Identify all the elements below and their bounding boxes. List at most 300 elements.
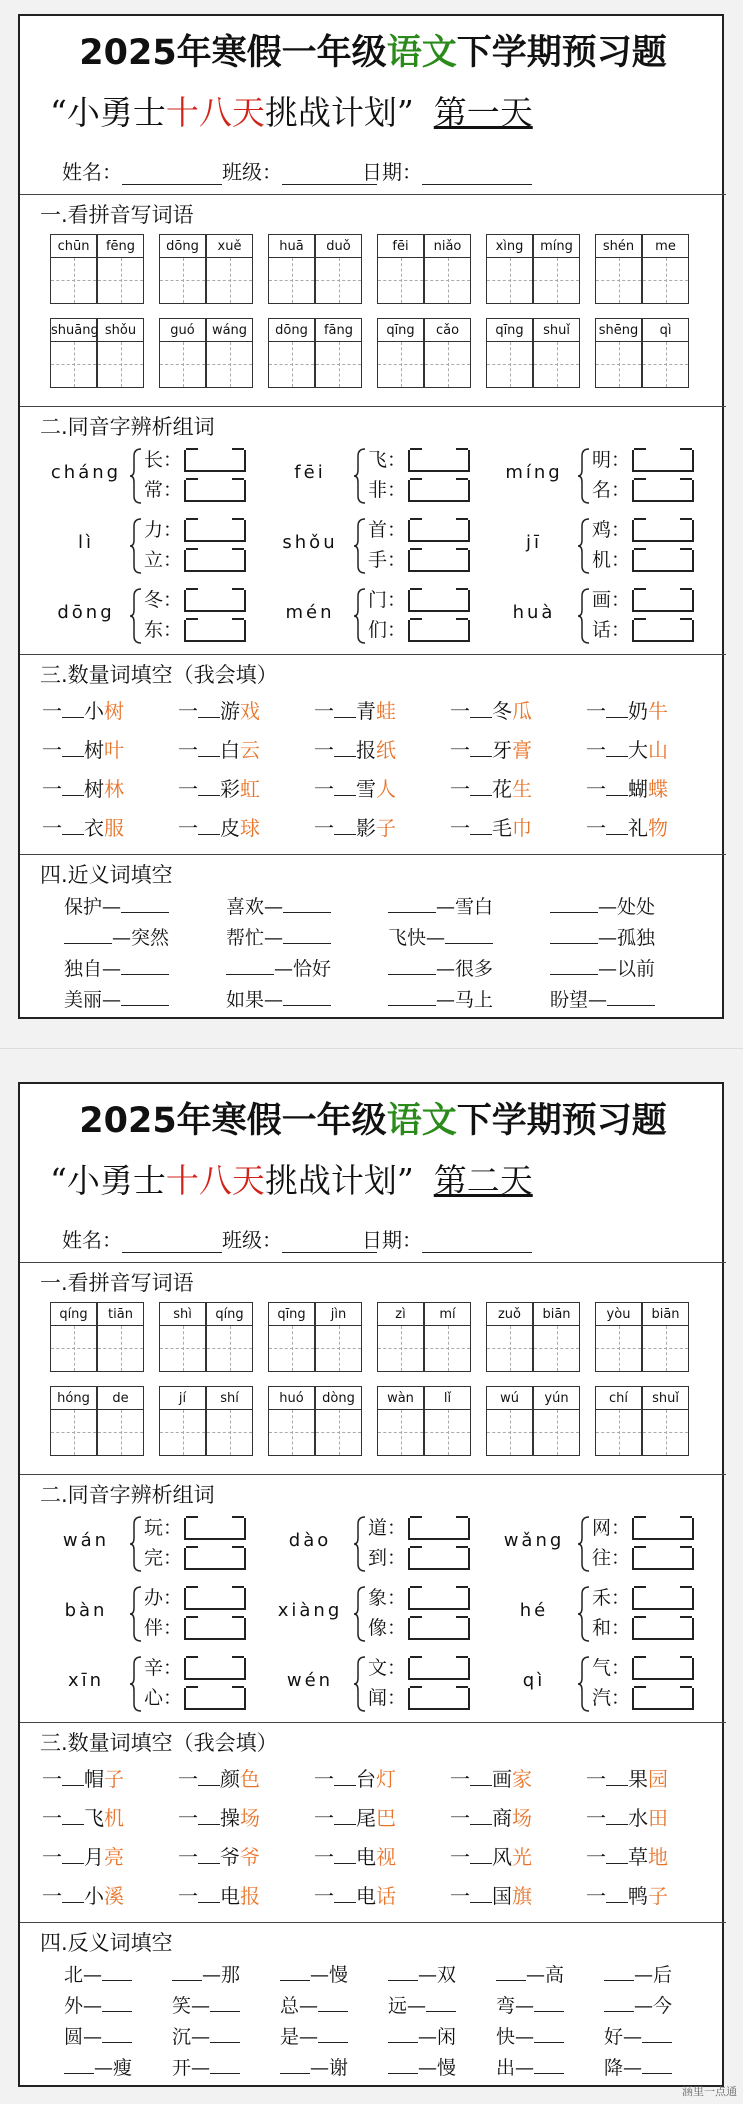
answer-bracket[interactable] — [632, 550, 694, 572]
noun-part: 树 — [84, 777, 104, 801]
answer-blank[interactable] — [121, 893, 169, 913]
tianzige-cell[interactable] — [533, 1326, 580, 1372]
measure-word-item — [42, 735, 182, 765]
measure-word-blank[interactable] — [606, 776, 628, 796]
brace-icon — [578, 448, 590, 504]
answer-blank[interactable] — [318, 1992, 348, 2012]
measure-word-blank[interactable] — [606, 737, 628, 757]
answer-bracket[interactable] — [408, 480, 470, 502]
pinyin-writing-box — [268, 1386, 362, 1456]
answer-blank[interactable] — [604, 1992, 634, 2012]
tianzige-cell[interactable] — [377, 1410, 424, 1456]
measure-word-blank[interactable] — [470, 1805, 492, 1825]
tianzige-cell[interactable] — [486, 1410, 533, 1456]
tianzige-cell[interactable] — [268, 258, 315, 304]
measure-word-blank[interactable] — [334, 1805, 356, 1825]
tianzige-cell[interactable] — [315, 258, 362, 304]
answer-bracket[interactable] — [632, 480, 694, 502]
homophone-group — [42, 584, 262, 646]
answer-blank[interactable] — [64, 2054, 94, 2074]
measure-word-blank[interactable] — [62, 776, 84, 796]
answer-blank[interactable] — [283, 986, 331, 1006]
homophone-char: 道： — [368, 1517, 407, 1539]
pinyin-syllable: hóng — [50, 1386, 97, 1410]
homophone-row — [368, 446, 470, 474]
answer-blank[interactable] — [426, 1992, 456, 2012]
answer-bracket[interactable] — [408, 520, 470, 542]
pinyin-syllable: dòng — [315, 1386, 362, 1410]
brace-icon — [130, 1656, 142, 1712]
tianzige-cell[interactable] — [424, 342, 471, 388]
word-pair-item — [604, 1960, 672, 1990]
numeral: 一 — [314, 1884, 334, 1908]
homophone-char: 非： — [368, 479, 407, 501]
pinyin-syllable: qīng — [268, 1302, 315, 1326]
measure-word-item — [586, 1803, 726, 1833]
answer-blank[interactable] — [210, 2054, 240, 2074]
noun-part: 冬 — [492, 699, 512, 723]
pinyin-syllable: qīng — [486, 318, 533, 342]
name-field — [62, 1224, 222, 1253]
answer-blank[interactable] — [388, 955, 436, 975]
tianzige-cell[interactable] — [595, 1410, 642, 1456]
homophone-row — [144, 476, 246, 504]
measure-word-blank[interactable] — [62, 698, 84, 718]
answer-bracket[interactable] — [408, 590, 470, 612]
worksheet-day-1 — [18, 14, 724, 1019]
measure-word-blank[interactable] — [198, 1844, 220, 1864]
pinyin-syllable: huó — [268, 1386, 315, 1410]
tianzige-cell[interactable] — [159, 1410, 206, 1456]
brace-icon — [578, 588, 590, 644]
answer-bracket[interactable] — [184, 1518, 246, 1540]
numeral: 一 — [178, 1845, 198, 1869]
answer-blank[interactable] — [388, 893, 436, 913]
brace-icon — [130, 1516, 142, 1572]
answer-bracket[interactable] — [632, 520, 694, 542]
name-field-blank[interactable] — [122, 161, 222, 185]
tianzige-cell[interactable] — [642, 1410, 689, 1456]
measure-word-item — [178, 1881, 318, 1911]
noun-highlight: 树 — [104, 699, 124, 723]
answer-blank[interactable] — [388, 1961, 418, 1981]
tianzige-cell[interactable] — [159, 258, 206, 304]
section-divider — [20, 654, 726, 655]
numeral: 一 — [42, 699, 62, 723]
tianzige-cell[interactable] — [268, 1326, 315, 1372]
title-subject: 语文 — [386, 33, 457, 73]
numeral: 一 — [42, 1884, 62, 1908]
measure-word-blank[interactable] — [198, 1883, 220, 1903]
tianzige-cell[interactable] — [97, 1326, 144, 1372]
numeral: 一 — [586, 777, 606, 801]
tianzige-cell[interactable] — [595, 342, 642, 388]
answer-blank[interactable] — [172, 1961, 202, 1981]
answer-blank[interactable] — [642, 2054, 672, 2074]
given-word: —以前 — [598, 958, 656, 980]
name-field-label: 姓名： — [62, 160, 122, 184]
answer-bracket[interactable] — [408, 550, 470, 572]
noun-part: 尾 — [356, 1806, 376, 1830]
pinyin-syllable: chí — [595, 1386, 642, 1410]
given-word: 飞快— — [388, 927, 446, 949]
tianzige-cell[interactable] — [424, 258, 471, 304]
answer-bracket[interactable] — [632, 1548, 694, 1570]
tianzige-cell[interactable] — [424, 1326, 471, 1372]
noun-part: 电 — [356, 1884, 376, 1908]
measure-word-blank[interactable] — [62, 1805, 84, 1825]
measure-word-blank[interactable] — [470, 1766, 492, 1786]
noun-highlight: 爷 — [240, 1845, 260, 1869]
tianzige-cell[interactable] — [486, 258, 533, 304]
measure-word-blank[interactable] — [198, 1805, 220, 1825]
measure-word-blank[interactable] — [334, 1766, 356, 1786]
given-word: 盼望— — [550, 989, 608, 1011]
answer-bracket[interactable] — [184, 1588, 246, 1610]
answer-blank[interactable] — [534, 1992, 564, 2012]
answer-blank[interactable] — [64, 924, 112, 944]
answer-blank[interactable] — [496, 1961, 526, 1981]
numeral: 一 — [42, 777, 62, 801]
tianzige-cell[interactable] — [206, 1410, 253, 1456]
answer-bracket[interactable] — [632, 1658, 694, 1680]
pinyin-syllable: míng — [533, 234, 580, 258]
tianzige-cell[interactable] — [377, 258, 424, 304]
measure-word-blank[interactable] — [62, 1766, 84, 1786]
measure-word-blank[interactable] — [62, 1844, 84, 1864]
name-field — [62, 156, 222, 185]
answer-blank[interactable] — [550, 893, 598, 913]
homophone-char: 气： — [592, 1657, 631, 1679]
word-pair-item — [604, 2022, 672, 2052]
answer-blank[interactable] — [550, 924, 598, 944]
pinyin-writing-box — [486, 318, 580, 388]
given-word: 是— — [280, 2026, 319, 2048]
measure-word-blank[interactable] — [62, 815, 84, 835]
answer-bracket[interactable] — [408, 1688, 470, 1710]
tianzige-cell[interactable] — [642, 1326, 689, 1372]
homophone-group — [42, 1652, 262, 1714]
pinyin-writing-box — [595, 1302, 689, 1372]
given-word: —处处 — [598, 896, 656, 918]
tianzige-cell[interactable] — [424, 1410, 471, 1456]
answer-bracket[interactable] — [408, 1518, 470, 1540]
answer-bracket[interactable] — [184, 620, 246, 642]
title-prefix: 2025年寒假一年级 — [79, 33, 387, 73]
answer-bracket[interactable] — [408, 1618, 470, 1640]
pinyin-syllable: wáng — [206, 318, 253, 342]
measure-word-blank[interactable] — [606, 1766, 628, 1786]
tianzige-cell[interactable] — [377, 1326, 424, 1372]
answer-bracket[interactable] — [408, 1588, 470, 1610]
answer-bracket[interactable] — [632, 1518, 694, 1540]
word-pair-item — [64, 985, 169, 1015]
measure-word-blank[interactable] — [606, 1805, 628, 1825]
word-pair-item — [172, 1991, 240, 2021]
homophone-row — [592, 1584, 694, 1612]
tianzige-cell[interactable] — [159, 1326, 206, 1372]
homophone-group — [490, 1512, 710, 1574]
numeral: 一 — [178, 1806, 198, 1830]
pinyin-syllable: biān — [642, 1302, 689, 1326]
given-word: 弯— — [496, 1995, 535, 2017]
tianzige-cell[interactable] — [159, 342, 206, 388]
numeral: 一 — [178, 738, 198, 762]
measure-word-blank[interactable] — [470, 1883, 492, 1903]
pinyin-writing-box — [486, 234, 580, 304]
tianzige-cell[interactable] — [595, 1326, 642, 1372]
tianzige-cell[interactable] — [486, 342, 533, 388]
measure-word-blank[interactable] — [198, 1766, 220, 1786]
homophone-row — [592, 1654, 694, 1682]
tianzige-cell[interactable] — [595, 258, 642, 304]
answer-bracket[interactable] — [184, 590, 246, 612]
answer-blank[interactable] — [318, 2023, 348, 2043]
measure-word-blank[interactable] — [334, 1844, 356, 1864]
numeral: 一 — [178, 699, 198, 723]
numeral: 一 — [42, 816, 62, 840]
answer-bracket[interactable] — [632, 1688, 694, 1710]
measure-word-item — [450, 1803, 590, 1833]
tianzige-cell[interactable] — [206, 1326, 253, 1372]
answer-blank[interactable] — [226, 955, 274, 975]
numeral: 一 — [586, 1845, 606, 1869]
measure-word-item — [178, 1803, 318, 1833]
word-pair-item — [604, 1991, 672, 2021]
brace-icon — [130, 518, 142, 574]
measure-word-blank[interactable] — [470, 776, 492, 796]
noun-part: 草 — [628, 1845, 648, 1869]
measure-word-blank[interactable] — [334, 776, 356, 796]
measure-word-blank[interactable] — [606, 1883, 628, 1903]
word-pair-item — [550, 892, 655, 922]
noun-highlight: 戏 — [240, 699, 260, 723]
measure-word-blank[interactable] — [334, 1883, 356, 1903]
answer-blank[interactable] — [280, 2054, 310, 2074]
answer-blank[interactable] — [607, 986, 655, 1006]
answer-blank[interactable] — [280, 1961, 310, 1981]
measure-word-blank[interactable] — [334, 698, 356, 718]
homophone-row — [368, 616, 470, 644]
measure-word-item — [450, 696, 590, 726]
numeral: 一 — [178, 1884, 198, 1908]
homophone-char: 长： — [144, 449, 183, 471]
answer-blank[interactable] — [102, 1992, 132, 2012]
answer-bracket[interactable] — [408, 450, 470, 472]
noun-highlight: 蛙 — [376, 699, 396, 723]
brace-icon — [130, 1586, 142, 1642]
given-word: 总— — [280, 1995, 319, 2017]
answer-bracket[interactable] — [184, 450, 246, 472]
measure-word-item — [586, 696, 726, 726]
tianzige-cell[interactable] — [50, 258, 97, 304]
numeral: 一 — [450, 1767, 470, 1791]
pinyin-syllable: zì — [377, 1302, 424, 1326]
word-pair-item — [280, 1960, 348, 1990]
answer-blank[interactable] — [210, 1992, 240, 2012]
tianzige-cell[interactable] — [315, 1326, 362, 1372]
tianzige-cell[interactable] — [315, 342, 362, 388]
answer-blank[interactable] — [121, 986, 169, 1006]
answer-bracket[interactable] — [632, 1588, 694, 1610]
measure-word-blank[interactable] — [198, 815, 220, 835]
noun-highlight: 服 — [104, 816, 124, 840]
measure-word-blank[interactable] — [198, 698, 220, 718]
measure-word-blank[interactable] — [470, 737, 492, 757]
tianzige-cell[interactable] — [268, 342, 315, 388]
brace-icon — [578, 1586, 590, 1642]
pinyin-syllable: shuǐ — [642, 1386, 689, 1410]
measure-word-blank[interactable] — [470, 1844, 492, 1864]
measure-word-blank[interactable] — [470, 698, 492, 718]
answer-blank[interactable] — [283, 924, 331, 944]
answer-bracket[interactable] — [632, 590, 694, 612]
word-pair-item — [388, 985, 493, 1015]
answer-bracket[interactable] — [632, 1618, 694, 1640]
answer-bracket[interactable] — [408, 1658, 470, 1680]
tianzige-cell[interactable] — [315, 1410, 362, 1456]
worksheet-title — [20, 28, 726, 78]
measure-word-item — [586, 1842, 726, 1872]
brace-icon — [354, 588, 366, 644]
numeral: 一 — [178, 777, 198, 801]
homophone-char: 门： — [368, 589, 407, 611]
pinyin-syllable: shí — [206, 1386, 253, 1410]
homophone-char: 禾： — [592, 1587, 631, 1609]
homophone-row — [368, 1654, 470, 1682]
answer-blank[interactable] — [388, 986, 436, 1006]
answer-bracket[interactable] — [632, 620, 694, 642]
homophone-row — [592, 476, 694, 504]
measure-word-blank[interactable] — [334, 815, 356, 835]
measure-word-item — [586, 1881, 726, 1911]
tianzige-cell[interactable] — [642, 258, 689, 304]
tianzige-cell[interactable] — [50, 1326, 97, 1372]
measure-word-item — [42, 1803, 182, 1833]
measure-word-blank[interactable] — [198, 776, 220, 796]
tianzige-cell[interactable] — [533, 342, 580, 388]
measure-word-blank[interactable] — [606, 698, 628, 718]
homophone-group — [490, 1652, 710, 1714]
word-pair-item — [64, 954, 169, 984]
subtitle-highlight: 十八天 — [165, 1161, 265, 1200]
answer-bracket[interactable] — [184, 520, 246, 542]
measure-word-blank[interactable] — [198, 737, 220, 757]
pinyin-writing-box — [595, 234, 689, 304]
tianzige-cell[interactable] — [97, 258, 144, 304]
answer-bracket[interactable] — [632, 450, 694, 472]
answer-bracket[interactable] — [184, 480, 246, 502]
answer-blank[interactable] — [283, 893, 331, 913]
answer-bracket[interactable] — [184, 1618, 246, 1640]
answer-blank[interactable] — [534, 2054, 564, 2074]
answer-bracket[interactable] — [184, 1688, 246, 1710]
pinyin-syllable: biān — [533, 1302, 580, 1326]
tianzige-cell[interactable] — [50, 1410, 97, 1456]
word-pair-item — [226, 954, 331, 984]
tianzige-cell[interactable] — [377, 342, 424, 388]
noun-highlight: 视 — [376, 1845, 396, 1869]
tianzige-cell[interactable] — [533, 1410, 580, 1456]
name-field-blank[interactable] — [122, 1229, 222, 1253]
date-field-blank[interactable] — [422, 1229, 532, 1253]
answer-blank[interactable] — [604, 1961, 634, 1981]
homophone-char: 闻： — [368, 1687, 407, 1709]
answer-blank[interactable] — [388, 2054, 418, 2074]
answer-bracket[interactable] — [408, 620, 470, 642]
brace-icon — [130, 588, 142, 644]
answer-bracket[interactable] — [184, 550, 246, 572]
measure-word-blank[interactable] — [334, 737, 356, 757]
section-4-title: 四.反义词填空 — [40, 1931, 173, 1955]
tianzige-cell[interactable] — [206, 258, 253, 304]
measure-word-blank[interactable] — [606, 815, 628, 835]
date-field-blank[interactable] — [422, 161, 532, 185]
tianzige-cell[interactable] — [97, 342, 144, 388]
answer-bracket[interactable] — [184, 1548, 246, 1570]
homophone-group — [490, 1582, 710, 1644]
tianzige-cell[interactable] — [97, 1410, 144, 1456]
brace-icon — [578, 1516, 590, 1572]
tianzige-cell[interactable] — [533, 258, 580, 304]
answer-blank[interactable] — [534, 2023, 564, 2043]
measure-word-blank[interactable] — [62, 737, 84, 757]
measure-word-item — [42, 1764, 182, 1794]
measure-word-blank[interactable] — [62, 1883, 84, 1903]
tianzige-cell[interactable] — [642, 342, 689, 388]
word-pair-item — [496, 1991, 564, 2021]
section-1-title: 一.看拼音写词语 — [40, 1271, 194, 1295]
noun-part: 国 — [492, 1884, 512, 1908]
tianzige-cell[interactable] — [486, 1326, 533, 1372]
answer-blank[interactable] — [642, 2023, 672, 2043]
answer-bracket[interactable] — [408, 1548, 470, 1570]
tianzige-cell[interactable] — [50, 342, 97, 388]
answer-blank[interactable] — [102, 2023, 132, 2043]
answer-bracket[interactable] — [184, 1658, 246, 1680]
numeral: 一 — [42, 738, 62, 762]
answer-blank[interactable] — [445, 924, 493, 944]
word-pair-item — [64, 892, 169, 922]
answer-blank[interactable] — [121, 955, 169, 975]
tianzige-cell[interactable] — [268, 1410, 315, 1456]
noun-part: 飞 — [84, 1806, 104, 1830]
homophone-char: 首： — [368, 519, 407, 541]
measure-word-blank[interactable] — [606, 1844, 628, 1864]
numeral: 一 — [586, 1767, 606, 1791]
given-word: —恰好 — [274, 958, 332, 980]
measure-word-blank[interactable] — [470, 815, 492, 835]
brace-icon — [354, 448, 366, 504]
homophone-row — [144, 546, 246, 574]
answer-blank[interactable] — [388, 2023, 418, 2043]
pinyin-writing-box — [595, 1386, 689, 1456]
pinyin-syllable: lǐ — [424, 1386, 471, 1410]
answer-blank[interactable] — [210, 2023, 240, 2043]
given-word: —雪白 — [436, 896, 494, 918]
word-pair-item — [550, 985, 655, 1015]
subtitle-part-1: “小勇士 — [50, 93, 166, 132]
homophone-row — [368, 1584, 470, 1612]
given-word: —后 — [634, 1964, 673, 1986]
homophone-pinyin: hé — [519, 1600, 549, 1621]
answer-blank[interactable] — [102, 1961, 132, 1981]
word-pair-item — [388, 1960, 456, 1990]
tianzige-cell[interactable] — [206, 342, 253, 388]
word-pair-item — [388, 2053, 456, 2083]
answer-blank[interactable] — [550, 955, 598, 975]
section-divider — [20, 1922, 726, 1923]
